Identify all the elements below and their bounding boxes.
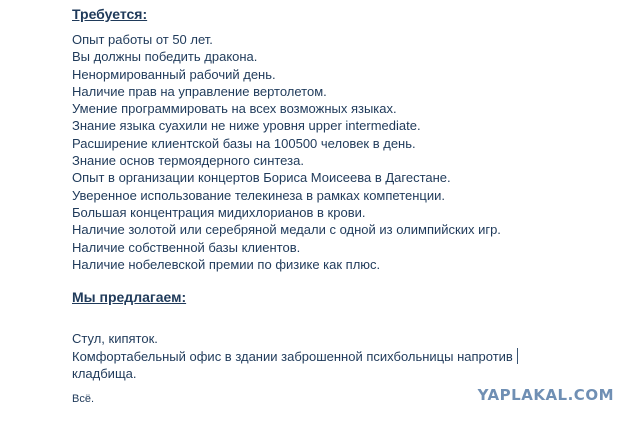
text-cursor — [517, 348, 518, 364]
requirement-item: Ненормированный рабочий день. — [72, 66, 276, 82]
requirement-item: Наличие прав на управление вертолетом. — [72, 83, 327, 99]
requirement-item: Знание языка суахили не ниже уровня upper intermediate. — [72, 118, 421, 134]
requirement-item: Уверенное использование телекинеза в рамках компетенции. — [72, 187, 445, 203]
requirement-item: Наличие золотой или серебряной медали с одной из олимпийских игр. — [72, 222, 501, 238]
offer-heading: Мы предлагаем: — [72, 289, 187, 305]
requirement-item: Вы должны победить дракона. — [72, 49, 258, 65]
offer-line: Стул, кипяток. — [72, 331, 158, 346]
closing-text: Всё. — [72, 393, 95, 405]
offer-line-wrap — [72, 348, 518, 366]
offer-text — [72, 330, 518, 383]
requirement-item: Умение программировать на всех возможных языках. — [72, 101, 397, 117]
requirement-item: Наличие нобелевской премии по физике как плюс. — [72, 256, 381, 272]
requirement-item: Расширение клиентской базы на 100500 человек в день. — [72, 135, 416, 151]
requirement-item: Большая концентрация мидихлорианов в крови. — [72, 204, 366, 220]
requirement-item: Опыт работы от 50 лет. — [72, 32, 213, 47]
requirement-item: Знание основ термоядерного синтеза. — [72, 153, 304, 169]
requirements-heading: Требуется: — [72, 6, 148, 22]
requirements-list — [72, 31, 501, 273]
requirement-item: Наличие собственной базы клиентов. — [72, 239, 301, 255]
requirement-item: Опыт в организации концертов Бориса Моисеева в Дагестане. — [72, 170, 451, 186]
offer-line: Комфортабельный офис в здании заброшенной психбольницы напротив — [72, 348, 513, 364]
offer-line: кладбища. — [72, 366, 137, 381]
watermark-logo: YAPLAKAL.COM — [477, 386, 614, 404]
